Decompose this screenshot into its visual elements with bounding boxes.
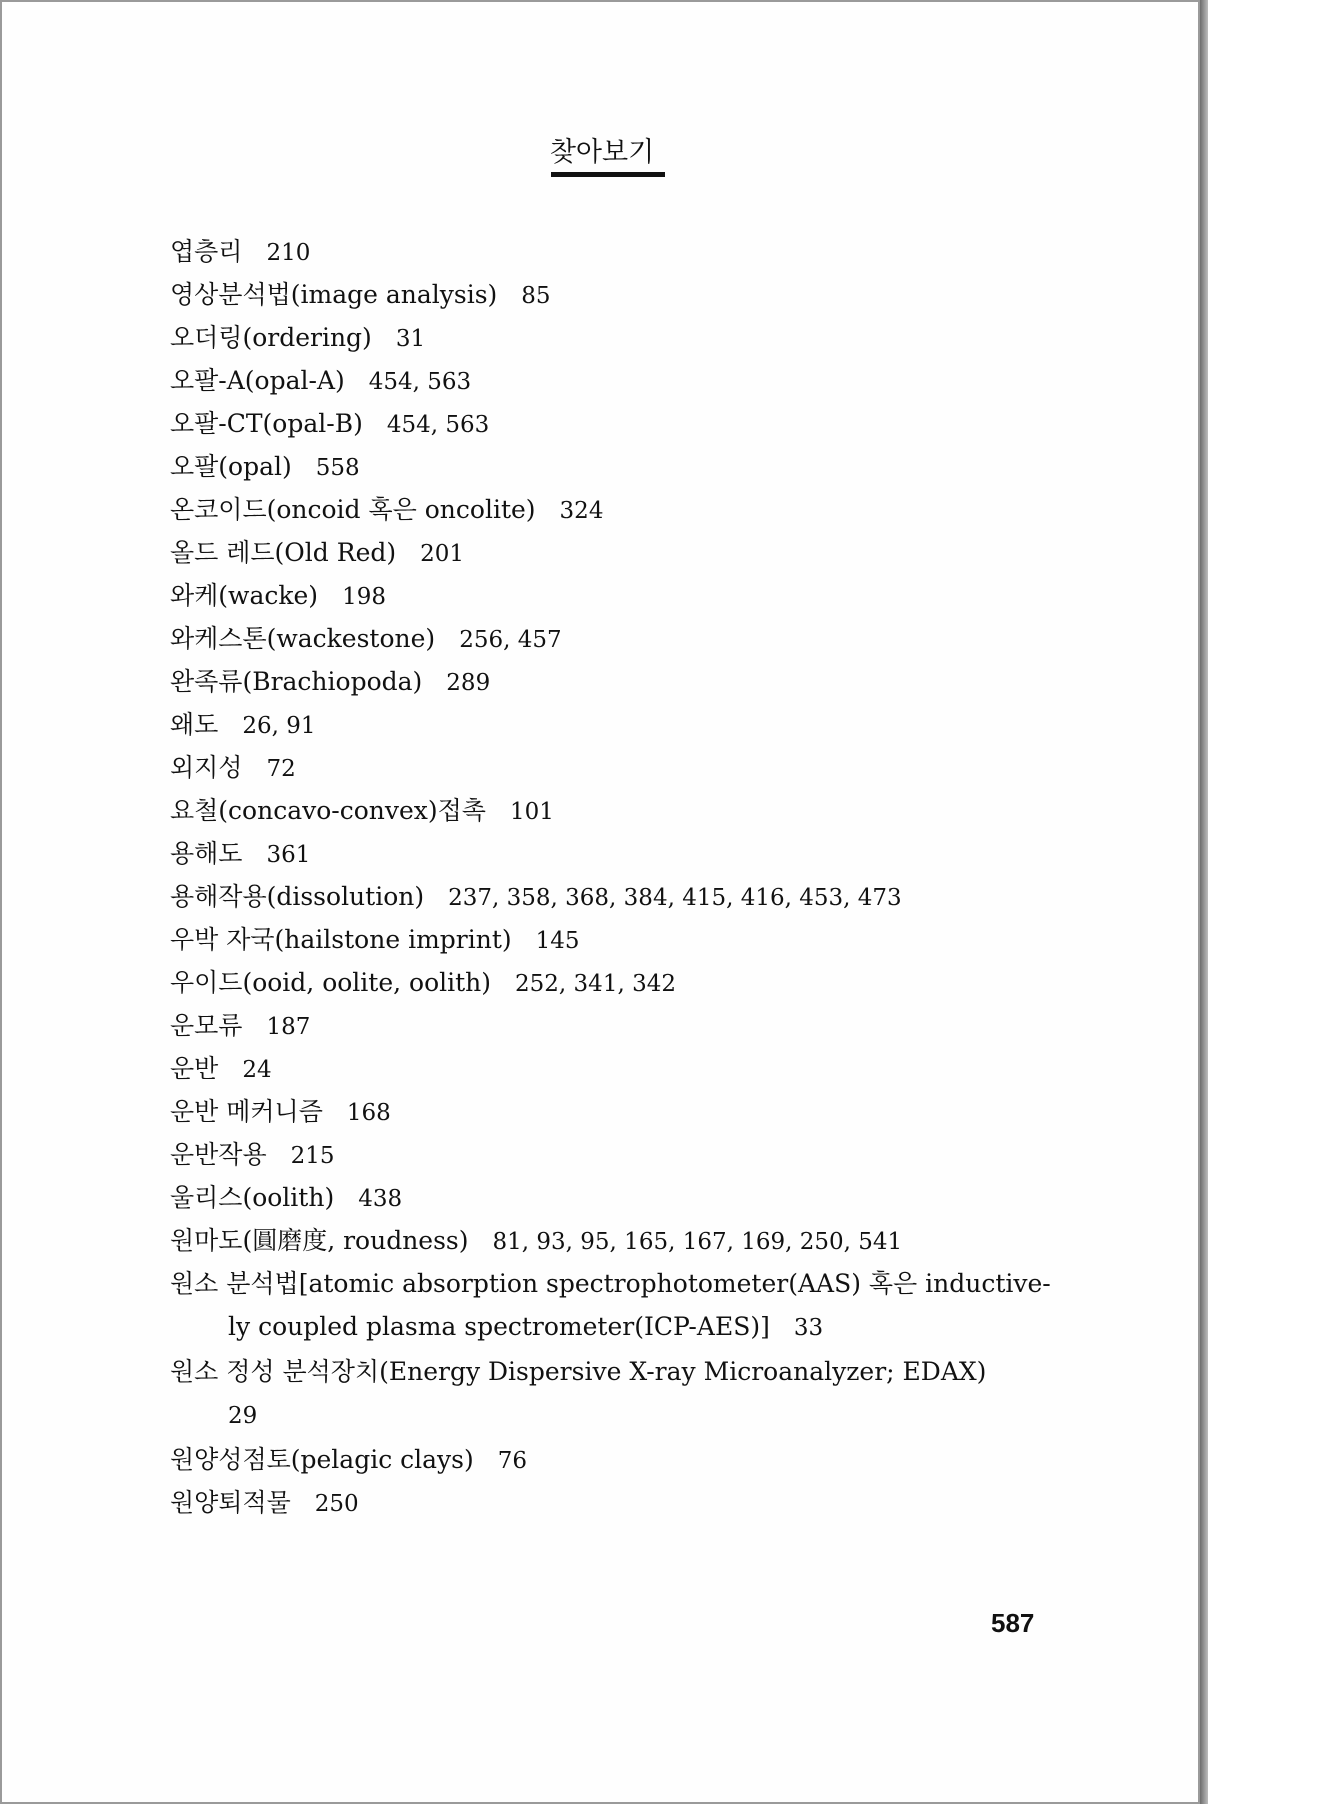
entry-pages: 81, 93, 95, 165, 167, 169, 250, 541 xyxy=(492,1229,903,1255)
index-entry xyxy=(170,746,1070,789)
entry-pages: 168 xyxy=(346,1100,391,1126)
entry-pages: 26, 91 xyxy=(242,713,316,739)
title-underline xyxy=(551,172,665,177)
entry-term: 와케(wacke) xyxy=(170,581,319,610)
entry-pages: 215 xyxy=(290,1143,335,1169)
index-entry xyxy=(170,359,1070,402)
index-entry xyxy=(170,531,1070,574)
index-entry xyxy=(170,875,1070,918)
index-entry-multiline xyxy=(170,1262,1070,1350)
entry-pages: 361 xyxy=(266,842,311,868)
index-entry xyxy=(170,1047,1070,1090)
entry-pages: 324 xyxy=(559,498,604,524)
entry-term: 용해도 xyxy=(170,839,243,868)
entry-pages: 252, 341, 342 xyxy=(515,971,676,997)
index-entry xyxy=(170,574,1070,617)
index-entry-multiline xyxy=(170,1350,1070,1438)
entry-pages: 454, 563 xyxy=(368,369,472,395)
index-entry xyxy=(170,789,1070,832)
entry-term-continuation xyxy=(170,1393,1070,1438)
index-entry xyxy=(170,1481,1070,1524)
entry-pages: 558 xyxy=(315,455,360,481)
index-entry xyxy=(170,1438,1070,1481)
index-entry xyxy=(170,1004,1070,1047)
entry-pages: 201 xyxy=(420,541,465,567)
entry-term: 올드 레드(Old Red) xyxy=(170,538,397,567)
entry-pages: 187 xyxy=(266,1014,311,1040)
index-entry xyxy=(170,273,1070,316)
entry-term-line1: 원소 정성 분석장치(Energy Dispersive X-ray Microanalyzer; EDAX) xyxy=(170,1357,987,1386)
index-entry xyxy=(170,230,1070,273)
entry-pages: 237, 358, 368, 384, 415, 416, 453, 473 xyxy=(448,885,902,911)
index-entry xyxy=(170,402,1070,445)
index-entry xyxy=(170,617,1070,660)
entry-pages: 256, 457 xyxy=(459,627,562,653)
entry-term: 원양성점토(pelagic clays) xyxy=(170,1445,474,1474)
entry-term: 오팔-CT(opal-B) xyxy=(170,409,363,438)
page-edge-shadow xyxy=(1200,0,1208,1804)
entry-term: 우이드(ooid, oolite, oolith) xyxy=(170,968,492,997)
entry-term: 용해작용(dissolution) xyxy=(170,882,425,911)
entry-term: 영상분석법(image analysis) xyxy=(170,280,498,309)
index-entry xyxy=(170,832,1070,875)
index-entry xyxy=(170,488,1070,531)
entry-term: 엽층리 xyxy=(170,237,243,266)
index-entry xyxy=(170,316,1070,359)
entry-pages: 33 xyxy=(793,1315,824,1341)
index-entry xyxy=(170,918,1070,961)
entry-term: 운반작용 xyxy=(170,1140,267,1169)
entry-term: 운반 메커니즘 xyxy=(170,1097,323,1126)
entry-term-line1: 원소 분석법[atomic absorption spectrophotometer(AAS) 혹은 inductive- xyxy=(170,1269,1051,1298)
page-number: 587 xyxy=(991,1608,1035,1638)
entry-pages: 85 xyxy=(521,283,551,309)
entry-pages: 438 xyxy=(358,1186,403,1212)
index-entry xyxy=(170,660,1070,703)
page-title: 찾아보기 xyxy=(549,137,655,168)
entry-pages: 72 xyxy=(266,756,296,782)
entry-term: 왜도 xyxy=(170,710,219,739)
entry-pages: 289 xyxy=(446,670,491,696)
entry-pages: 31 xyxy=(395,326,426,352)
entry-term: 오팔-A(opal-A) xyxy=(170,366,345,395)
entry-pages: 210 xyxy=(266,240,311,266)
entry-term-continuation xyxy=(170,1305,1070,1350)
index-entry xyxy=(170,1090,1070,1133)
entry-pages: 76 xyxy=(497,1448,528,1474)
index-entries xyxy=(170,230,1070,1524)
index-entry xyxy=(170,445,1070,488)
entry-term: 요철(concavo-convex)접촉 xyxy=(170,796,486,825)
entry-term: 와케스톤(wackestone) xyxy=(170,624,436,653)
index-entry xyxy=(170,1219,1070,1262)
entry-term: 운반 xyxy=(170,1054,219,1083)
entry-pages: 145 xyxy=(535,928,580,954)
index-entry xyxy=(170,961,1070,1004)
index-entry xyxy=(170,1176,1070,1219)
entry-term: 오더링(ordering) xyxy=(170,323,372,352)
entry-pages: 454, 563 xyxy=(386,412,490,438)
entry-term: 완족류(Brachiopoda) xyxy=(170,667,423,696)
index-entry xyxy=(170,703,1070,746)
entry-pages: 24 xyxy=(242,1057,272,1083)
entry-pages: 198 xyxy=(342,584,386,610)
entry-term: 외지성 xyxy=(170,753,243,782)
entry-term: 우박 자국(hailstone imprint) xyxy=(170,925,512,954)
entry-term: 원마도(圓磨度, roudness) xyxy=(170,1226,469,1255)
entry-term: 오팔(opal) xyxy=(170,452,292,481)
entry-term: 원양퇴적물 xyxy=(170,1488,291,1517)
entry-term: 울리스(oolith) xyxy=(170,1183,335,1212)
entry-term: 운모류 xyxy=(170,1011,243,1040)
index-entry xyxy=(170,1133,1070,1176)
entry-term: 온코이드(oncoid 혹은 oncolite) xyxy=(170,495,536,524)
entry-pages: 250 xyxy=(314,1491,359,1517)
entry-pages: 101 xyxy=(509,799,554,825)
entry-pages: 29 xyxy=(228,1403,258,1429)
entry-term-line2: ly coupled plasma spectrometer(ICP-AES)] xyxy=(228,1312,770,1341)
